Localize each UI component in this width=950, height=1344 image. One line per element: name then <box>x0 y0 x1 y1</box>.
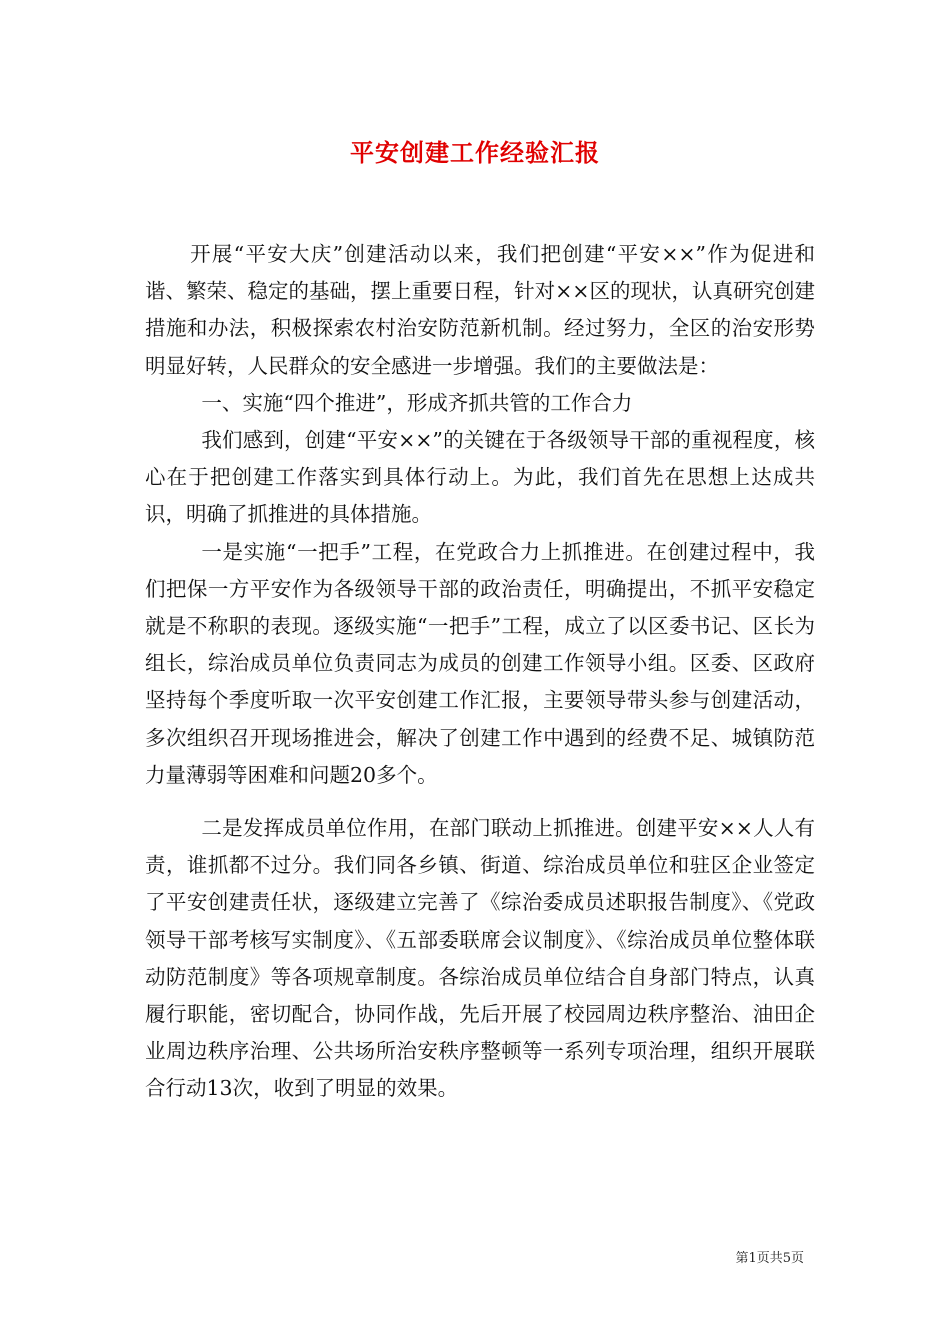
paragraph-point-two: 二是发挥成员单位作用，在部门联动上抓推进。创建平安××人人有责，谁抓都不过分。我们同各乡镇、街道、综治成员单位和驻区企业签定了平安创建责任状，逐级建立完善了《综治委成员述职报告制度》、《党政领导干部考核写实制度》、《五部委联席会议制度》、《综治成员单位整体联动防范制度》等各项规章制度。各综治成员单位结合自身部门特点，认真履行职能，密切配合，协同作战，先后开展了校园周边秩序整治、油田企业周边秩序治理、公共场所治安秩序整顿等一系列专项治理，组织开展联合行动13次，收到了明显的效果。 <box>145 816 815 1101</box>
page-number: 第1页共5页 <box>735 1251 804 1266</box>
paragraph-feeling: 我们感到，创建“平安××”的关键在于各级领导干部的重视程度，核心在于把创建工作落实到具体行动上。为此，我们首先在思想上达成共识，明确了抓推进的具体措施。 <box>145 428 815 527</box>
paragraph-intro: 开展“平安大庆”创建活动以来，我们把创建“平安××”作为促进和谐、繁荣、稳定的基础，摆上重要日程，针对××区的现状，认真研究创建措施和办法，积极探索农村治安防范新机制。经过努力，全区的治安形势明显好转，人民群众的安全感进一步增强。我们的主要做法是： <box>145 242 815 378</box>
document-title: 平安创建工作经验汇报 <box>350 138 600 167</box>
paragraph-point-one: 一是实施“一把手”工程，在党政合力上抓推进。在创建过程中，我们把保一方平安作为各级领导干部的政治责任，明确提出，不抓平安稳定就是不称职的表现。逐级实施“一把手”工程，成立了以区委书记、区长为组长，综治成员单位负责同志为成员的创建工作领导小组。区委、区政府坚持每个季度听取一次平安创建工作汇报，主要领导带头参与创建活动，多次组织召开现场推进会，解决了创建工作中遇到的经费不足、城镇防范力量薄弱等困难和问题20多个。 <box>145 539 815 787</box>
section-heading: 一、实施“四个推进”，形成齐抓共管的工作合力 <box>201 390 633 415</box>
document-body <box>145 236 815 1108</box>
